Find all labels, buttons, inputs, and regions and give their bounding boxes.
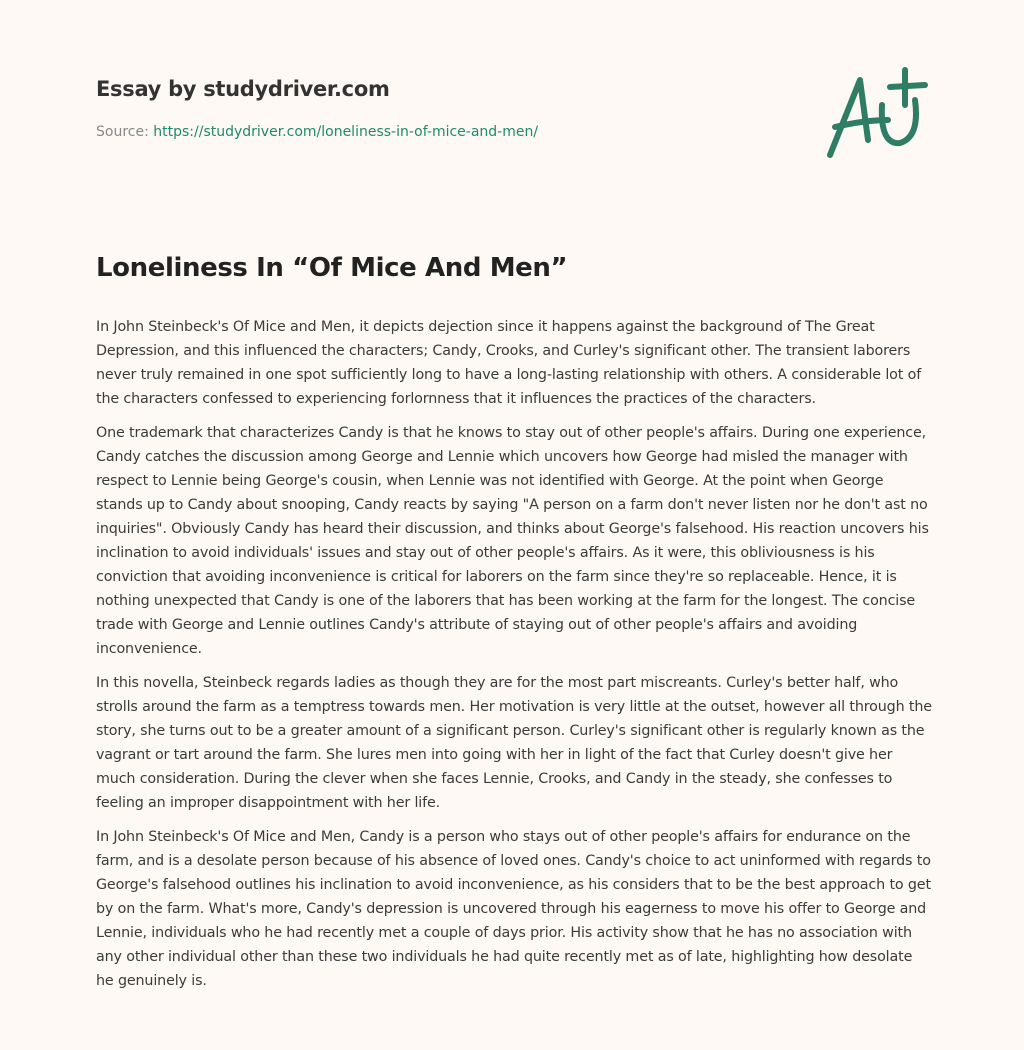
paragraph: In this novella, Steinbeck regards ladies as though they are for the most part miscreants. Curley's better half, who strolls around the farm as a temptress towards men. Her motivation is very little at the outset, however all through the story, she turns out to be a greater amount of a significant person. Curley's significant other is regularly known as the vagrant or tart around the farm. She lures men into going with her in light of the fact that Curley doesn't give her much consideration. During the clever when she faces Lennie, Crooks, and Candy in the steady, she confesses to feeling an improper disappointment with her life. xyxy=(96,675,932,811)
source-link[interactable]: https://studydriver.com/loneliness-in-of-mice-and-men/ xyxy=(153,124,539,140)
source-line xyxy=(96,124,538,140)
essay-title: Loneliness In “Of Mice And Men” xyxy=(96,253,568,283)
paragraph: In John Steinbeck's Of Mice and Men, it depicts dejection since it happens against the background of The Great Depression, and this influenced the characters; Candy, Crooks, and Curley's significant other. The transient laborers never truly remained in one spot sufficiently long to have a long-lasting relationship with others. A considerable lot of the characters confessed to experiencing forlornness that it influences the practices of the characters. xyxy=(96,319,922,407)
essay-body xyxy=(96,315,932,1003)
paragraph: In John Steinbeck's Of Mice and Men, Candy is a person who stays out of other people's affairs for endurance on the farm, and is a desolate person because of his absence of loved ones. Candy's choice to act uninformed with regards to George's falsehood outlines his inclination to avoid inconvenience, as his considers that to be the best approach to get by on the farm. What's more, Candy's depression is uncovered through his eagerness to move his offer to George and Lennie, individuals who he had recently met a couple of days prior. His activity show that he has no association with any other individual other than these two individuals he had quite recently met as of late, highlighting how desolate he genuinely is. xyxy=(96,829,931,989)
source-label: Source: xyxy=(96,124,149,140)
site-brand: Essay by studydriver.com xyxy=(96,77,390,101)
paragraph: One trademark that characterizes Candy is that he knows to stay out of other people's affairs. During one experience, Candy catches the discussion among George and Lennie which uncovers how George had misled the manager with respect to Lennie being George's cousin, when Lennie was not identified with George. At the point when George stands up to Candy about snooping, Candy reacts by saying "A person on a farm don't never listen nor he don't ast no inquiries". Obviously Candy has heard their discussion, and thinks about George's falsehood. His reaction uncovers his inclination to avoid individuals' issues and stay out of other people's affairs. As it were, this obliviousness is his conviction that avoiding inconvenience is critical for laborers on the farm since they're so replaceable. Hence, it is nothing unexpected that Candy is one of the laborers that has been working at the farm for the longest. The concise trade with George and Lennie outlines Candy's attribute of staying out of other people's affairs and avoiding inconvenience. xyxy=(96,425,929,657)
a-plus-logo-icon xyxy=(820,65,935,170)
